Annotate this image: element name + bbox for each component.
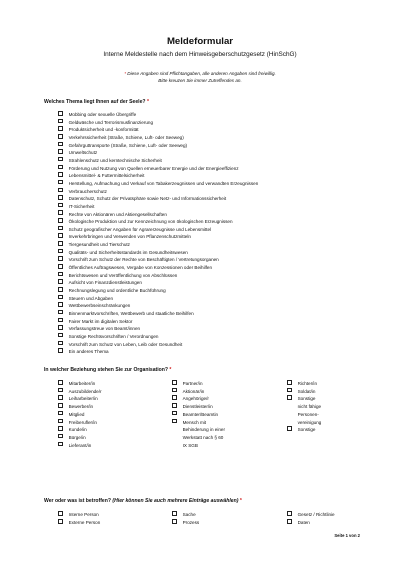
topic-option-label: Herstellung, Aufmachung und Verkauf von Tabakerzeugnissen und verwandten Erzeugnissen <box>68 180 259 186</box>
affected-option-label: Externe Person <box>68 520 101 526</box>
topic-option <box>58 210 167 217</box>
topic-option-label: Produktsicherheit und -konformität <box>68 127 139 133</box>
checkbox[interactable] <box>172 411 177 416</box>
relationship-option-label: Sonstige <box>297 396 316 402</box>
topic-option <box>58 325 140 332</box>
relationship-option <box>287 411 319 418</box>
topic-option <box>58 333 158 340</box>
question-relationship <box>44 367 171 373</box>
topic-option-label: Geldwäsche und Terrorismusfinanzierung <box>68 119 154 125</box>
topic-option-label: Ökologische Produktion und zur Kennzeichnung von ökologischen Erzeugnissen <box>68 219 233 225</box>
checkbox[interactable] <box>58 279 63 284</box>
topic-option-label: Öffentliches Auftragswesen, Vergabe von Konzessionen oder Beihilfen <box>68 265 213 271</box>
checkbox[interactable] <box>58 310 63 315</box>
checkbox[interactable] <box>287 380 292 385</box>
topic-option-label: Strahlenschutz und kerntechnische Sicherheit <box>68 157 162 163</box>
checkbox[interactable] <box>58 195 63 200</box>
relationship-option-label: Dienstleister/in <box>182 404 213 410</box>
required-marker: * <box>124 71 126 76</box>
topic-option <box>58 165 239 172</box>
checkbox[interactable] <box>172 511 177 516</box>
topic-option <box>58 295 113 302</box>
checkbox[interactable] <box>58 241 63 246</box>
relationship-option <box>287 380 317 387</box>
relationship-option <box>58 434 86 441</box>
checkbox[interactable] <box>172 419 177 424</box>
relationship-option <box>172 442 198 449</box>
checkbox[interactable] <box>58 149 63 154</box>
relationship-option-label: Angehörige/r <box>182 396 209 402</box>
topic-option <box>58 180 258 187</box>
checkbox[interactable] <box>58 411 63 416</box>
required-marker: * <box>169 367 172 373</box>
topic-option <box>58 226 211 233</box>
topic-option <box>58 142 187 149</box>
topic-option-label: Qualitäts- und Sicherheitsstandards im Gesundheitswesen <box>68 249 188 255</box>
question-topic <box>44 99 149 105</box>
page-title: Meldeformular <box>166 36 234 47</box>
required-note <box>60 70 340 84</box>
topic-option-label: Verfassungstreue von Beamt/innen <box>68 326 141 332</box>
relationship-option-label: Personen- <box>297 411 319 417</box>
relationship-option <box>287 403 321 410</box>
checkbox[interactable] <box>58 226 63 231</box>
relationship-option <box>172 380 203 387</box>
topic-option-label: Wettbewerbseinschränkungen <box>68 303 131 309</box>
topic-option <box>58 149 97 156</box>
question-affected-hint: (Hier können Sie auch mehrere Einträge auswählen) <box>112 498 239 504</box>
checkbox[interactable] <box>58 188 63 193</box>
question-relationship-label: In welcher Beziehung stehen Sie zur Organisation? <box>44 367 168 373</box>
checkbox[interactable] <box>58 419 63 424</box>
checkbox[interactable] <box>58 325 63 330</box>
topic-option-label: Verkehrssicherheit (Straße, Schiene, Luft- oder Seeweg) <box>68 135 184 141</box>
affected-option <box>172 519 199 526</box>
affected-option <box>58 519 100 526</box>
topic-option <box>58 302 130 309</box>
relationship-option <box>172 395 209 402</box>
topic-option <box>58 195 226 202</box>
topic-option-label: Aufsicht von Finanzdienstleistungen <box>68 280 142 286</box>
checkbox[interactable] <box>287 388 292 393</box>
checkbox[interactable] <box>58 295 63 300</box>
affected-option-label: Gesetz / Richtlinie <box>297 512 335 518</box>
checkbox[interactable] <box>58 403 63 408</box>
topic-option-label: Inverkehrbringen und Verwenden von Pflanzenschutzmitteln <box>68 234 191 240</box>
topic-option <box>58 233 191 240</box>
relationship-option-label: Behinderung in einer <box>182 427 225 433</box>
checkbox[interactable] <box>58 218 63 223</box>
checkbox[interactable] <box>58 388 63 393</box>
checkbox[interactable] <box>58 287 63 292</box>
topic-option-label: Rechte von Aktionären und Aktiengesellschaften <box>68 211 167 217</box>
checkbox[interactable] <box>172 388 177 393</box>
checkbox[interactable] <box>58 157 63 162</box>
topic-option-label: Mobbing oder sexuelle Übergriffe <box>68 112 137 118</box>
checkbox[interactable] <box>172 403 177 408</box>
relationship-option <box>172 403 213 410</box>
checkbox[interactable] <box>58 249 63 254</box>
checkbox[interactable] <box>58 519 63 524</box>
required-marker: * <box>146 99 149 105</box>
checkbox[interactable] <box>58 119 63 124</box>
checkbox[interactable] <box>287 395 292 400</box>
relationship-option <box>58 426 87 433</box>
checkbox[interactable] <box>58 272 63 277</box>
topic-option-label: Rechnungslegung und ordentliche Buchführung <box>68 288 166 294</box>
checkbox[interactable] <box>58 256 63 261</box>
topic-option <box>58 279 142 286</box>
relationship-option-label: vereinigung <box>297 419 322 425</box>
topic-option <box>58 241 130 248</box>
checkbox[interactable] <box>58 333 63 338</box>
checkbox[interactable] <box>58 341 63 346</box>
relationship-option-label: Bewerber/in <box>68 404 94 410</box>
checkbox[interactable] <box>58 126 63 131</box>
relationship-option <box>58 395 98 402</box>
affected-option-label: Interne Person <box>68 512 99 518</box>
checkbox[interactable] <box>58 442 63 447</box>
relationship-option <box>172 388 204 395</box>
relationship-option-label: Mitglied <box>68 411 85 417</box>
topic-option <box>58 172 144 179</box>
topic-option-label: Binnenmarktvorschriften, Wettbewerb und staatliche Beihilfen <box>68 310 194 316</box>
checkbox[interactable] <box>58 395 63 400</box>
relationship-option <box>58 403 93 410</box>
relationship-option-label: Mensch mit <box>182 419 207 425</box>
relationship-option-label: Sonstige <box>297 427 316 433</box>
note-line-2: Bitte kreuzen Sie immer Zutreffendes an. <box>158 78 242 83</box>
checkbox[interactable] <box>172 380 177 385</box>
topic-option-label: Tiergesundheit und Tierschutz <box>68 242 130 248</box>
topic-option <box>58 111 136 118</box>
relationship-option-label: IX SGB <box>182 442 198 448</box>
topic-option-label: Berichtswesen und Veröffentlichung von Abschlüssen <box>68 272 178 278</box>
relationship-option-label: Bürge/in <box>68 434 86 440</box>
checkbox[interactable] <box>58 302 63 307</box>
question-affected-label: Wer oder was ist betroffen? <box>44 498 111 504</box>
relationship-option <box>58 380 95 387</box>
checkbox[interactable] <box>58 111 63 116</box>
checkbox[interactable] <box>58 233 63 238</box>
checkbox[interactable] <box>172 395 177 400</box>
checkbox[interactable] <box>287 426 292 431</box>
topic-option <box>58 310 194 317</box>
question-affected <box>44 498 242 504</box>
relationship-option-label: Partner/in <box>182 381 203 387</box>
relationship-option <box>172 426 225 433</box>
topic-option-label: Sonstige Rechtsvorschriften / Verordnungen <box>68 333 159 339</box>
topic-option <box>58 272 177 279</box>
checkbox[interactable] <box>58 380 63 385</box>
topic-option-label: Schutz geografischer Angaben für Agrarerzeugnisse und Lebensmittel <box>68 226 212 232</box>
relationship-option-label: Freiberufler/in <box>68 419 97 425</box>
relationship-option-label: Leiharbeiter/in <box>68 396 98 402</box>
checkbox[interactable] <box>58 434 63 439</box>
topic-option <box>58 264 212 271</box>
relationship-option <box>287 395 315 402</box>
question-topic-label: Welches Thema liegt Ihnen auf der Seele? <box>44 99 146 105</box>
relationship-option-label: Mitarbeiter/in <box>68 381 96 387</box>
topic-option-label: Förderung und Nutzung von Quellen erneuerbarer Energie und der Energieeffizienz <box>68 165 239 171</box>
relationship-option-label: Werkstatt nach § 60 <box>182 434 224 440</box>
topic-option-label: Datenschutz, Schutz der Privatsphäre sowie Netz- und Informationssicherheit <box>68 196 227 202</box>
affected-option <box>58 511 99 518</box>
note-line-1: Diese Angaben sind Pflichtangaben, alle anderen Angaben sind freiwillig. <box>127 71 276 76</box>
checkbox[interactable] <box>58 203 63 208</box>
topic-option <box>58 348 109 355</box>
topic-option-label: Vorschrift zum Schutz der Rechte von Beschäftigten / Vertretungsorganen <box>68 257 219 263</box>
topic-option <box>58 256 219 263</box>
checkbox[interactable] <box>287 519 292 524</box>
relationship-option <box>172 411 218 418</box>
affected-option-label: Prozess <box>182 520 200 526</box>
relationship-option-label: Beamter/Beamtin <box>182 411 219 417</box>
checkbox[interactable] <box>172 519 177 524</box>
relationship-option <box>58 388 102 395</box>
affected-option <box>172 511 196 518</box>
checkbox[interactable] <box>287 511 292 516</box>
topic-option <box>58 218 233 225</box>
topic-option-label: IT-Sicherheit <box>68 203 95 209</box>
affected-option <box>287 511 335 518</box>
relationship-option <box>58 411 84 418</box>
relationship-option-label: Soldat/in <box>297 388 316 394</box>
checkbox[interactable] <box>58 165 63 170</box>
topic-option <box>58 249 188 256</box>
relationship-option <box>58 419 97 426</box>
topic-option <box>58 287 166 294</box>
topic-option-label: Ein anderes Thema <box>68 349 109 355</box>
checkbox[interactable] <box>58 180 63 185</box>
page-number: Seite 1 von 2 <box>334 533 360 538</box>
relationship-option-label: nicht fähige <box>297 404 322 410</box>
topic-option <box>58 203 94 210</box>
relationship-option-label: Kunde/in <box>68 427 87 433</box>
checkbox[interactable] <box>58 511 63 516</box>
topic-option <box>58 341 182 348</box>
affected-option-label: Daten <box>297 520 310 526</box>
topic-option <box>58 188 107 195</box>
checkbox[interactable] <box>58 210 63 215</box>
relationship-option <box>287 388 315 395</box>
topic-option-label: Fairer Markt im digitalen Sektor <box>68 318 133 324</box>
checkbox[interactable] <box>58 348 63 353</box>
relationship-option <box>287 419 321 426</box>
checkbox[interactable] <box>58 318 63 323</box>
topic-option <box>58 157 162 164</box>
checkbox[interactable] <box>58 134 63 139</box>
relationship-option <box>58 442 91 449</box>
topic-option-label: Steuern und Abgaben <box>68 295 114 301</box>
affected-option <box>287 519 310 526</box>
relationship-option <box>172 419 206 426</box>
relationship-option-label: Auszubildende/r <box>68 388 102 394</box>
page-subtitle: Interne Meldestelle nach dem Hinweisgeberschutzgesetz (HinSchG) <box>103 51 297 58</box>
relationship-option-label: Aktionär/in <box>182 388 205 394</box>
topic-option-label: Vorschrift zum Schutz von Leben, Leib oder Gesundheit <box>68 341 183 347</box>
relationship-option <box>172 434 223 441</box>
topic-option-label: Verbraucherschutz <box>68 188 107 194</box>
relationship-option-label: Lieferant/in <box>68 442 92 448</box>
topic-option <box>58 119 153 126</box>
checkbox[interactable] <box>58 142 63 147</box>
required-marker: * <box>239 498 242 504</box>
topic-option-label: Umweltschutz <box>68 150 98 156</box>
relationship-option-label: Richter/in <box>297 381 317 387</box>
topic-option <box>58 318 132 325</box>
checkbox[interactable] <box>58 264 63 269</box>
affected-option-label: Sache <box>182 512 196 518</box>
topic-option-label: Gefahrguttransporte (Straße, Schiene, Luft- oder Seeweg) <box>68 142 188 148</box>
topic-option <box>58 134 184 141</box>
checkbox[interactable] <box>58 172 63 177</box>
topic-option-label: Lebensmittel- & Futtermittelsicherheit <box>68 173 145 179</box>
checkbox[interactable] <box>58 426 63 431</box>
topic-option <box>58 126 139 133</box>
relationship-option <box>287 426 315 433</box>
